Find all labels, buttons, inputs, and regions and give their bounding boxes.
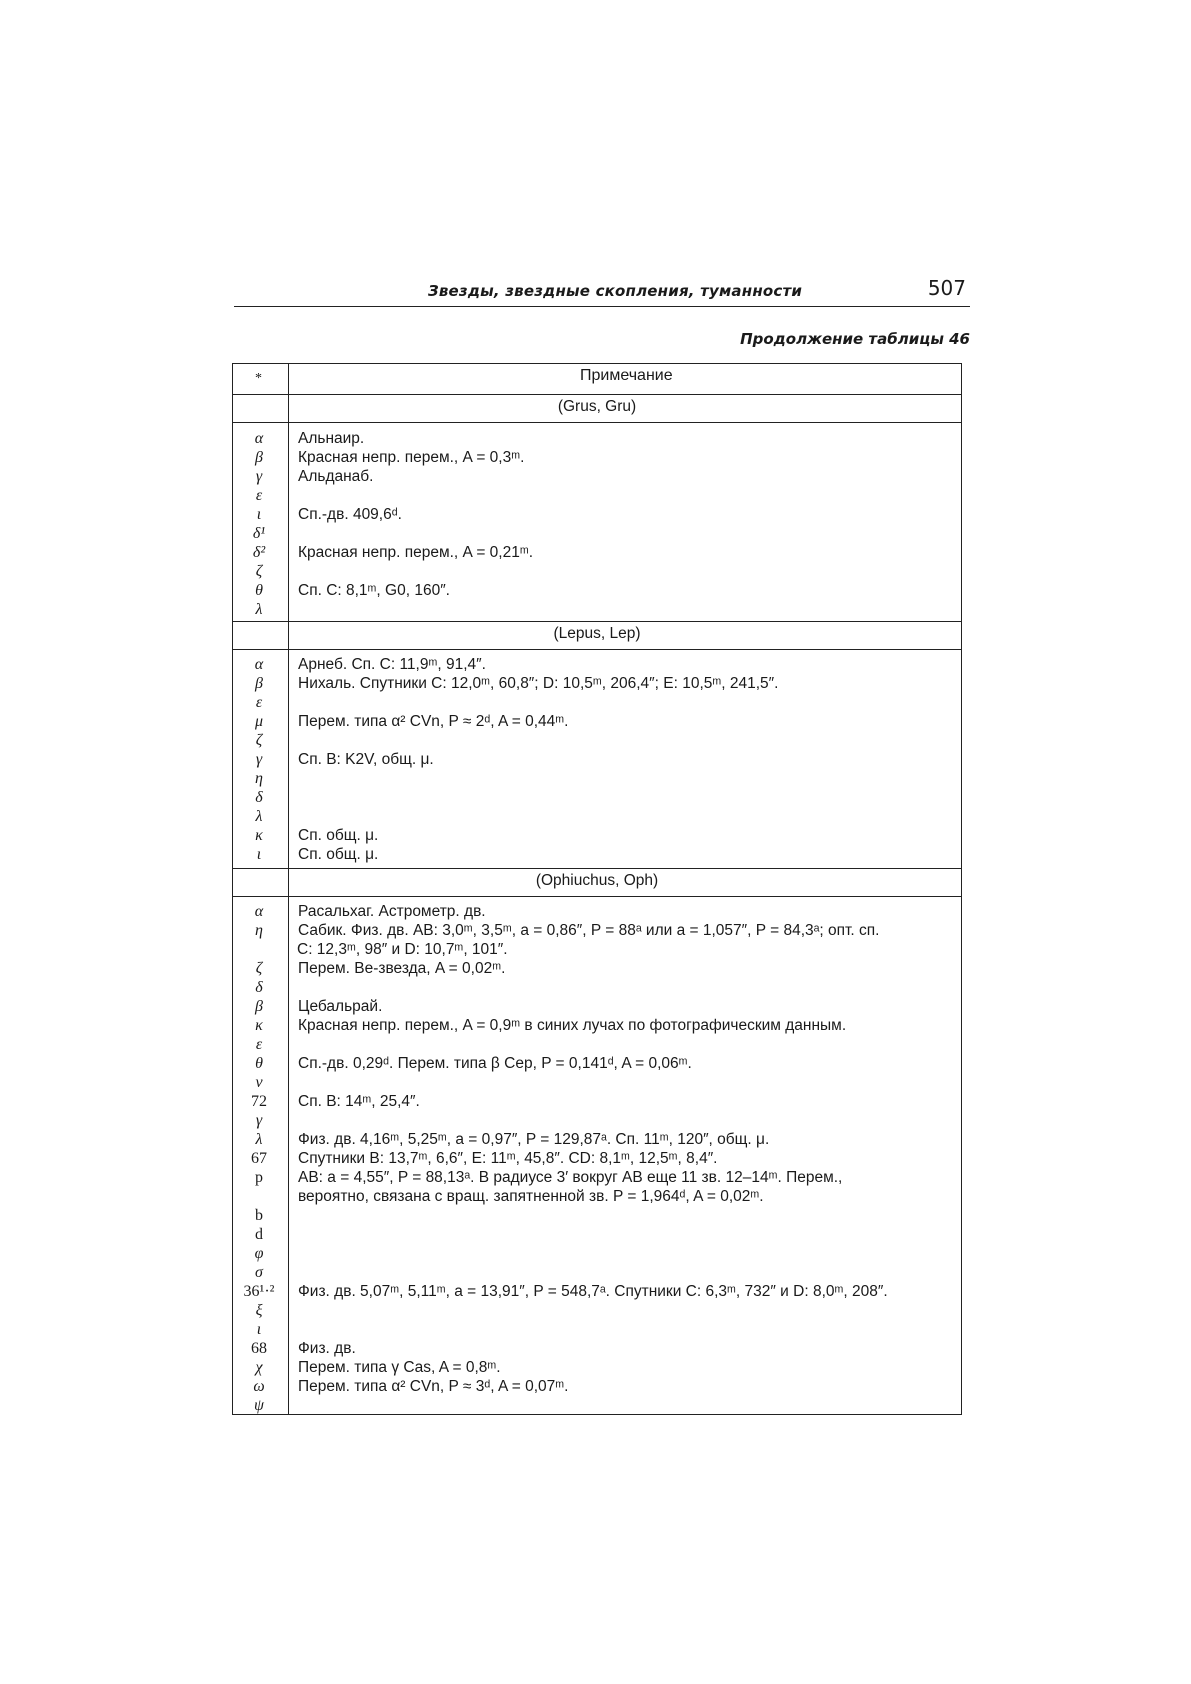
star-symbol: α (254, 903, 264, 920)
table-continuation-label: Продолжение таблицы 46 (740, 330, 970, 348)
table-row (236, 807, 956, 826)
section-rule (232, 422, 962, 423)
table-row (236, 1149, 956, 1168)
note-column-header: Примечание (580, 367, 673, 384)
star-symbol: β (255, 449, 263, 466)
star-symbol: ε (255, 1036, 263, 1053)
star-symbol: ν (255, 1074, 263, 1091)
table-row (236, 1111, 956, 1130)
table-row (236, 505, 956, 524)
section-rule (232, 868, 962, 869)
star-note: Красная непр. перем., A = 0,3ᵐ. (298, 449, 525, 466)
star-note: Сабик. Физ. дв. AB: 3,0ᵐ, 3,5ᵐ, a = 0,86″, P = 88ᵃ или a = 1,057″, P = 84,3ᵃ; опт. сп. (298, 922, 880, 939)
table-row (236, 429, 956, 448)
table-row (236, 1244, 956, 1263)
star-symbol: δ (255, 979, 263, 996)
star-note: Цебальрай. (298, 998, 383, 1015)
star-symbol: γ (255, 1112, 263, 1129)
table-row (236, 524, 956, 543)
star-symbol: κ (255, 1017, 263, 1034)
star-symbol: ζ (255, 960, 263, 977)
table-row (236, 712, 956, 731)
section-title-lepus: (Lepus, Lep) (553, 625, 641, 642)
table-row (236, 1282, 956, 1301)
star-symbol: λ (255, 1131, 263, 1148)
star-symbol: d (255, 1226, 263, 1243)
table-row (236, 1377, 956, 1396)
running-title: Звезды, звездные скопления, туманности (428, 282, 803, 300)
star-symbol: α (254, 430, 264, 447)
star-note: Нихаль. Спутники C: 12,0ᵐ, 60,8″; D: 10,5ᵐ, 206,4″; E: 10,5ᵐ, 241,5″. (298, 675, 779, 692)
star-symbol: λ (255, 808, 263, 825)
star-column-header: * (255, 371, 262, 386)
star-symbol: β (255, 675, 263, 692)
star-symbol: δ¹ (252, 525, 266, 542)
star-symbol: ψ (254, 1397, 264, 1414)
table-row (236, 1054, 956, 1073)
star-note: Сп. B: K2V, общ. μ. (298, 751, 434, 768)
table-row (236, 845, 956, 864)
star-note: Перем. типа γ Cas, A = 0,8ᵐ. (298, 1359, 501, 1376)
star-symbol: ι (256, 1321, 262, 1338)
star-note: Сп. общ. μ. (298, 827, 379, 844)
table-row (236, 902, 956, 921)
table-row (236, 1092, 956, 1111)
star-symbol: η (255, 770, 263, 787)
table-row (236, 1130, 956, 1149)
star-symbol: μ (254, 713, 264, 730)
table-row (236, 959, 956, 978)
star-note: Физ. дв. 5,07ᵐ, 5,11ᵐ, a = 13,91″, P = 548,7ᵃ. Спутники C: 6,3ᵐ, 732″ и D: 8,0ᵐ, 208″. (298, 1283, 888, 1300)
star-symbol: 68 (251, 1340, 267, 1357)
table-row (236, 940, 956, 959)
star-symbol: σ (255, 1264, 263, 1281)
table-row (236, 978, 956, 997)
table-row (236, 921, 956, 940)
star-note: Перем. Be-звезда, A = 0,02ᵐ. (298, 960, 506, 977)
star-symbol: ζ (255, 563, 263, 580)
section-title-ophiuchus: (Ophiuchus, Oph) (535, 872, 659, 889)
table-row (236, 731, 956, 750)
star-symbol: χ (255, 1359, 263, 1376)
section-title-grus: (Grus, Gru) (557, 398, 637, 415)
star-note: Физ. дв. 4,16ᵐ, 5,25ᵐ, a = 0,97″, P = 129,87ᵃ. Сп. 11ᵐ, 120″, общ. μ. (298, 1131, 770, 1148)
table-row (236, 486, 956, 505)
star-symbol: 72 (251, 1093, 267, 1110)
page-number: 507 (927, 276, 966, 300)
star-note: Спутники B: 13,7ᵐ, 6,6″, E: 11ᵐ, 45,8″. CD: 8,1ᵐ, 12,5ᵐ, 8,4″. (298, 1150, 718, 1167)
table-row (236, 674, 956, 693)
star-note: C: 12,3ᵐ, 98″ и D: 10,7ᵐ, 101″. (297, 941, 508, 958)
star-symbol: ε (255, 694, 263, 711)
star-note: Красная непр. перем., A = 0,9ᵐ в синих лучах по фотографическим данным. (298, 1017, 847, 1034)
table-row (236, 467, 956, 486)
table-row (236, 826, 956, 845)
section-rule (232, 896, 962, 897)
running-head (234, 276, 968, 306)
star-note: Сп. C: 8,1ᵐ, G0, 160″. (298, 582, 450, 599)
star-note: Альданаб. (298, 468, 374, 485)
table-row (236, 1396, 956, 1415)
table-row (236, 1187, 956, 1206)
star-symbol: β (255, 998, 263, 1015)
star-note: вероятно, связана с вращ. запятненной зв. P = 1,964ᵈ, A = 0,02ᵐ. (298, 1188, 764, 1205)
table-row (236, 581, 956, 600)
table-row (236, 1358, 956, 1377)
star-symbol: φ (254, 1245, 264, 1262)
star-symbol: ε (255, 487, 263, 504)
star-note: Сп.-дв. 409,6ᵈ. (298, 506, 402, 523)
star-note: Физ. дв. (298, 1340, 356, 1357)
table-row (236, 543, 956, 562)
table-row (236, 448, 956, 467)
star-symbol: γ (255, 751, 263, 768)
star-symbol: α (254, 656, 264, 673)
table-row (236, 693, 956, 712)
table-row (236, 1320, 956, 1339)
table-row (236, 1016, 956, 1035)
table-row (236, 1206, 956, 1225)
star-symbol: ι (256, 846, 262, 863)
star-note: Арнеб. Сп. C: 11,9ᵐ, 91,4″. (298, 656, 486, 673)
star-symbol: ξ (255, 1302, 263, 1319)
star-symbol: η (255, 922, 263, 939)
table-row (236, 1339, 956, 1358)
table-row (236, 1301, 956, 1320)
star-symbol: λ (255, 601, 263, 618)
table-row (236, 997, 956, 1016)
star-symbol: θ (255, 1055, 263, 1072)
table-row (236, 769, 956, 788)
star-note: AB: a = 4,55″, P = 88,13ᵃ. В радиусе 3′ вокруг AB еще 11 зв. 12–14ᵐ. Перем., (298, 1169, 843, 1186)
star-symbol: p (255, 1169, 263, 1186)
table-row (236, 1263, 956, 1282)
star-symbol: b (255, 1207, 263, 1224)
header-rule-bottom (232, 394, 962, 395)
section-rule (232, 621, 962, 622)
star-note: Сп. B: 14ᵐ, 25,4″. (298, 1093, 420, 1110)
table-row (236, 1073, 956, 1092)
star-note: Перем. типа α² CVn, P ≈ 2ᵈ, A = 0,44ᵐ. (298, 713, 569, 730)
star-symbol: κ (255, 827, 263, 844)
star-symbol: 36¹·² (243, 1283, 275, 1300)
star-note: Сп. общ. μ. (298, 846, 379, 863)
star-symbol: δ (255, 789, 263, 806)
star-symbol: δ² (252, 544, 266, 561)
star-note: Сп.-дв. 0,29ᵈ. Перем. типа β Cep, P = 0,141ᵈ, A = 0,06ᵐ. (298, 1055, 692, 1072)
star-symbol: θ (255, 582, 263, 599)
table-row (236, 1035, 956, 1054)
star-symbol: γ (255, 468, 263, 485)
table-row (236, 562, 956, 581)
star-symbol: ω (253, 1378, 265, 1395)
star-symbol: 67 (251, 1150, 267, 1167)
star-note: Альнаир. (298, 430, 365, 447)
star-note: Перем. типа α² CVn, P ≈ 3ᵈ, A = 0,07ᵐ. (298, 1378, 569, 1395)
star-note: Расальхаг. Астрометр. дв. (298, 903, 486, 920)
star-note: Красная непр. перем., A = 0,21ᵐ. (298, 544, 534, 561)
star-symbol: ι (256, 506, 262, 523)
header-rule (234, 306, 970, 307)
table-row (236, 1168, 956, 1187)
table-row (236, 655, 956, 674)
table-row (236, 750, 956, 769)
star-symbol: ζ (255, 732, 263, 749)
table-row (236, 600, 956, 619)
table-row (236, 788, 956, 807)
table-row (236, 1225, 956, 1244)
section-rule (232, 649, 962, 650)
